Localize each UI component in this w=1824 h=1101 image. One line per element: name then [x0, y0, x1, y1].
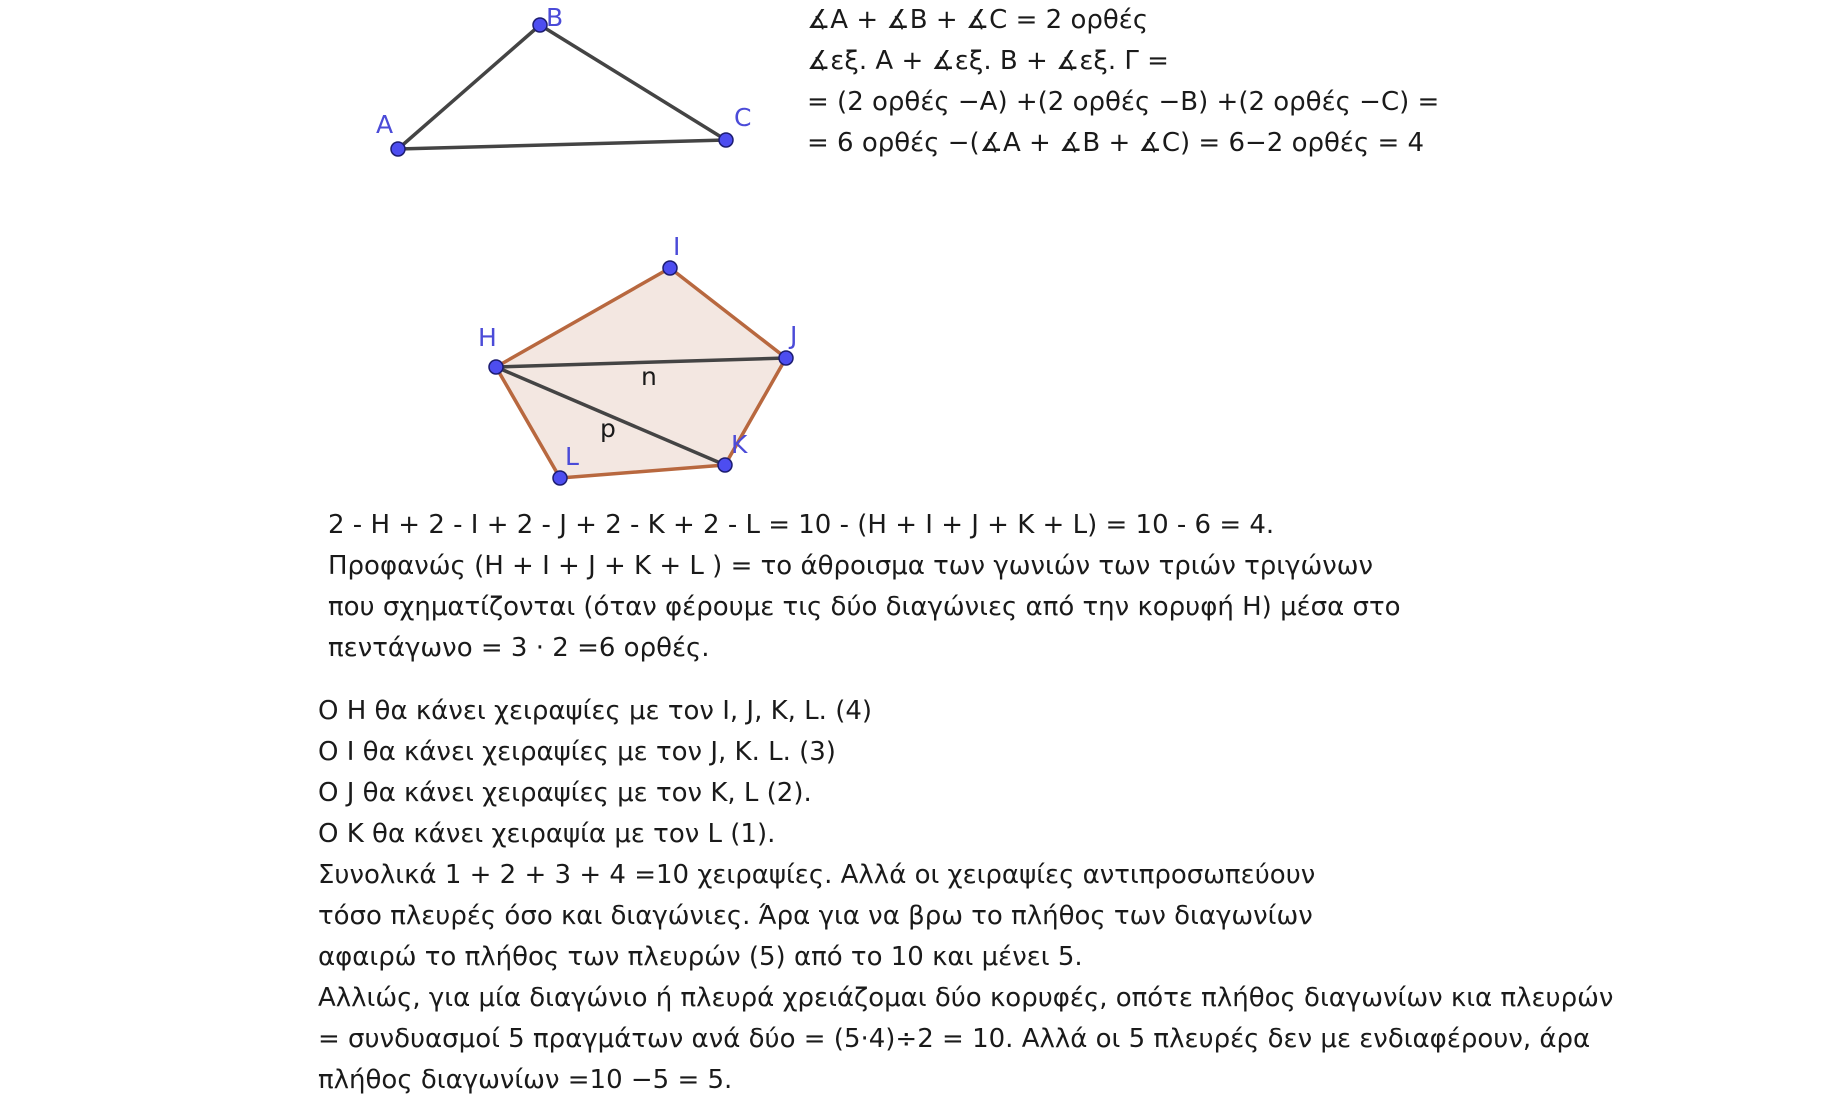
- point-c[interactable]: [719, 133, 733, 147]
- label-a: A: [376, 110, 394, 139]
- pentagon-hijkl: [478, 232, 797, 485]
- formula-line: = 6 ορθές −(∡A + ∡B + ∡C) = 6−2 ορθές = 4: [807, 128, 1425, 158]
- side-ab: [398, 25, 540, 149]
- proof-line: 2 - H + 2 - I + 2 - J + 2 - K + 2 - L = 10 - (H + I + J + K + L) = 10 - 6 = 4.: [328, 510, 1275, 540]
- formula-line: ∡εξ. Α + ∡εξ. Β + ∡εξ. Γ =: [807, 46, 1169, 76]
- exterior-angle-formula: [807, 0, 1439, 164]
- handshake-diagonals-text: [318, 691, 1613, 1101]
- label-p: p: [600, 414, 616, 443]
- pentagon-angle-proof: [328, 505, 1401, 669]
- point-k[interactable]: [718, 458, 732, 472]
- formula-line: = (2 ορθές −Α) +(2 ορθές −Β) +(2 ορθές −C) =: [807, 87, 1440, 117]
- point-l[interactable]: [553, 471, 567, 485]
- point-i[interactable]: [663, 261, 677, 275]
- proof-line: πεντάγωνο = 3 · 2 =6 ορθές.: [328, 633, 710, 663]
- point-j[interactable]: [779, 351, 793, 365]
- handshake-line: Συνολικά 1 + 2 + 3 + 4 =10 χειραψίες. Αλλά οι χειραψίες αντιπροσωπεύουν: [318, 860, 1316, 890]
- point-b[interactable]: [533, 18, 547, 32]
- proof-line: Προφανώς (H + I + J + K + L ) = το άθροισμα των γωνιών των τριών τριγώνων: [328, 551, 1374, 581]
- label-i: I: [673, 232, 681, 261]
- handshake-line: αφαιρώ το πλήθος των πλευρών (5) από το 10 και μένει 5.: [318, 942, 1083, 972]
- point-h[interactable]: [489, 360, 503, 374]
- label-c: C: [734, 103, 752, 132]
- label-j: J: [790, 321, 798, 350]
- formula-line: ∡A + ∡B + ∡C = 2 ορθές: [807, 5, 1149, 35]
- label-k: K: [731, 430, 748, 459]
- triangle-abc: [376, 3, 751, 156]
- handshake-line: O K θα κάνει χειραψία με τον L (1).: [318, 819, 776, 849]
- handshake-line: = συνδυασμοί 5 πραγμάτων ανά δύο = (5·4)÷2 = 10. Αλλά οι 5 πλευρές δεν με ενδιαφέρουν, άρα: [318, 1024, 1591, 1054]
- handshake-line: τόσο πλευρές όσο και διαγώνιες. Άρα για να βρω το πλήθος των διαγωνίων: [318, 901, 1313, 931]
- handshake-line: Ο Ι θα κάνει χειραψίες με τον J, K. L. (3): [318, 737, 836, 767]
- label-l: L: [565, 442, 579, 471]
- side-bc: [540, 25, 726, 140]
- label-h: H: [478, 323, 497, 352]
- handshake-line: Ο Η θα κάνει χειραψίες με τον Ι, J, K, L. (4): [318, 696, 873, 726]
- side-ca: [398, 140, 726, 149]
- proof-line: που σχηματίζονται (όταν φέρουμε τις δύο διαγώνιες από την κορυφή Η) μέσα στο: [328, 592, 1401, 622]
- label-n: n: [641, 362, 657, 391]
- handshake-line: πλήθος διαγωνίων =10 −5 = 5.: [318, 1065, 733, 1095]
- handshake-line: Αλλιώς, για μία διαγώνιο ή πλευρά χρειάζομαι δύο κορυφές, οπότε πλήθος διαγωνίων κια πλευρών: [318, 983, 1614, 1013]
- point-a[interactable]: [391, 142, 405, 156]
- handshake-line: O J θα κάνει χειραψίες με τον K, L (2).: [318, 778, 812, 808]
- label-b: B: [546, 3, 564, 32]
